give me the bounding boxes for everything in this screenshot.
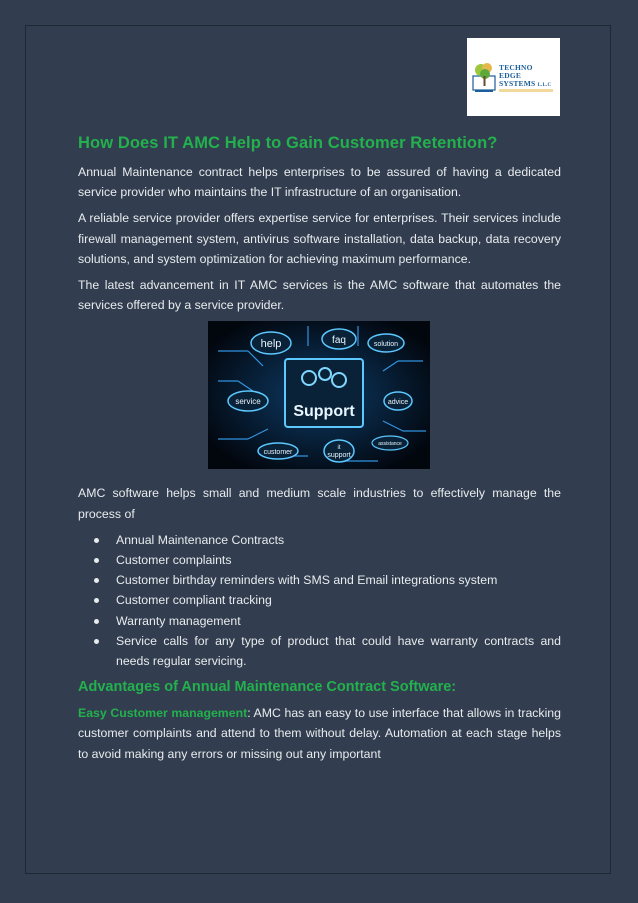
it-support-label: support [327,452,351,460]
list-item: Annual Maintenance Contracts [116,530,561,550]
list-item: Customer compliant tracking [116,590,561,610]
faq-label: faq [332,335,346,347]
paragraph-3: The latest advancement in IT AMC services is the AMC software that automates the services offered by a service provider. [78,278,561,313]
logo-line-2: EDGE [499,71,522,80]
customer-label: customer [263,449,293,457]
service-label: service [235,397,261,407]
assistance-label: assistance [378,441,402,448]
support-illustration [208,321,430,469]
easy-customer-management-label: Easy Customer management [78,706,248,721]
paragraph-2: A reliable service provider offers expertise service for enterprises. Their services include firewall management system, antivirus software installation, data backup, data recovery solutions, and system optimization for achieving maximum performance. [78,211,561,266]
document-body [78,132,561,770]
paragraph-4: AMC software helps small and medium scale industries to effectively manage the process of [78,486,561,521]
logo-tagline-bar [499,89,553,92]
heading-advantages: Advantages of Annual Maintenance Contract Software: [78,679,457,696]
list-item: Customer birthday reminders with SMS and Email integrations system [116,570,561,590]
logo-line-3-main: SYSTEMS [499,79,536,88]
logo-llc: L.L.C [537,83,552,88]
logo-tree-icon [471,60,499,94]
label-separator: : [247,706,251,721]
it-label: it [337,445,341,452]
paragraph-1: Annual Maintenance contract helps enterprises to be assured of having a dedicated service provider who maintains the IT infrastructure of an organisation. [78,165,561,200]
help-label: help [260,338,282,351]
list-item: Warranty management [116,611,561,631]
solution-label: solution [373,341,399,349]
company-logo [467,38,560,116]
process-list [78,530,561,671]
support-label: Support [293,403,355,421]
paragraph-5-text: AMC has an easy to use interface that allows in tracking customer complaints and attend to them without delay. Automation at each stage helps to avoid making any errors or missing out any important [78,706,561,761]
logo-line-1: TECHNO [499,63,533,72]
list-item: Service calls for any type of product that could have warranty contracts and needs regular servicing. [116,631,561,671]
advice-label: advice [387,399,409,407]
list-item: Customer complaints [116,550,561,570]
heading-customer-retention: How Does IT AMC Help to Gain Customer Retention? [78,134,498,152]
paragraph-5 [78,703,561,764]
